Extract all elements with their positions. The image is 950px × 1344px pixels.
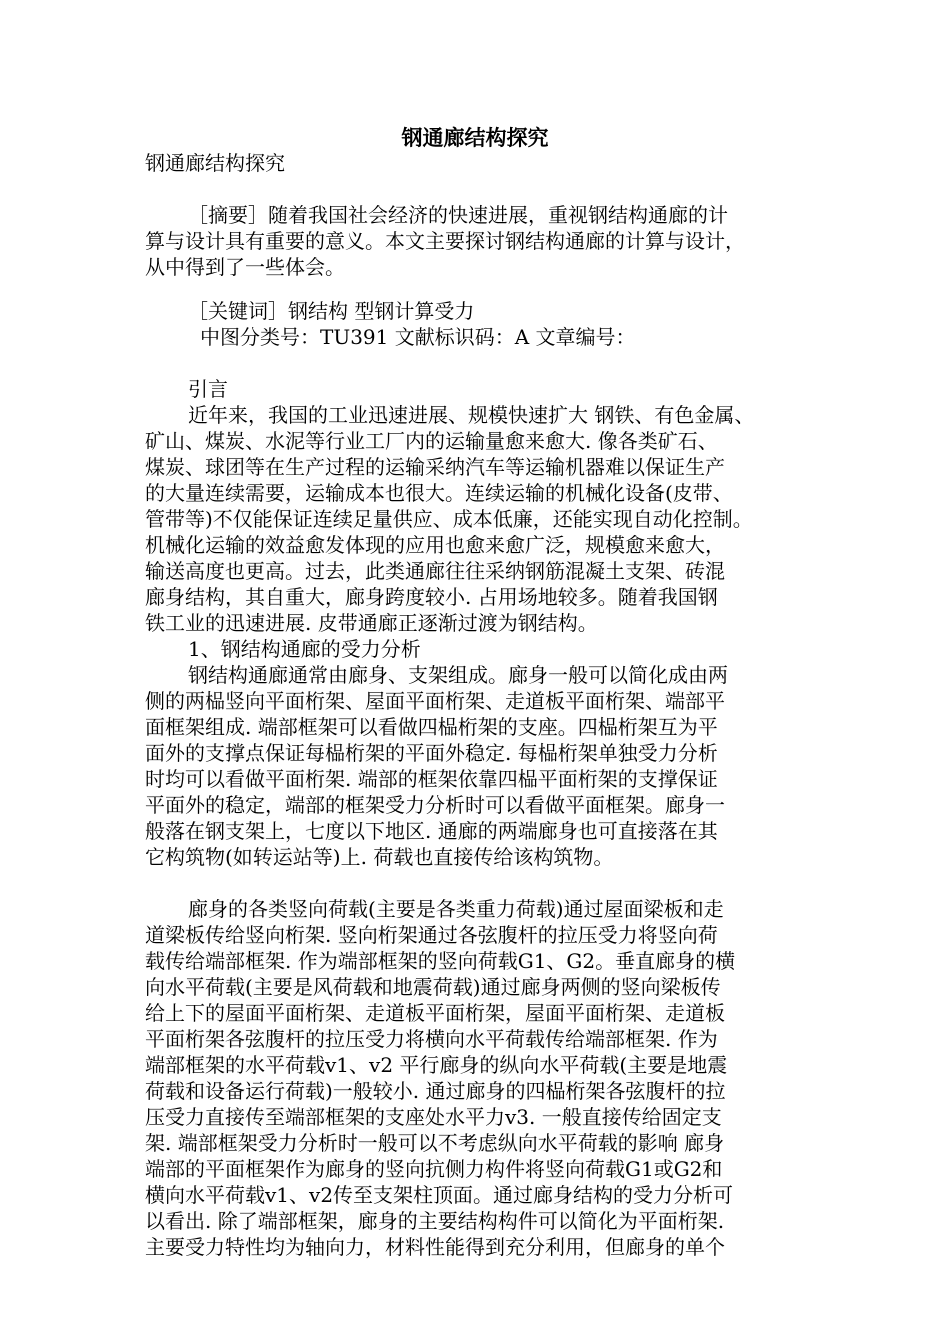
body-line: 端部框架的水平荷载v1、v2 平行廊身的纵向水平荷载(主要是地震 (145, 1053, 728, 1077)
abstract-line: 算与设计具有重要的意义。本文主要探讨钢结构通廊的计算与设计， (145, 229, 745, 253)
abstract-line: ［摘要］随着我国社会经济的快速进展，重视钢结构通廊的计 (188, 203, 728, 227)
body-line: 它构筑物(如转运站等)上. 荷载也直接传给该构筑物。 (145, 845, 614, 869)
body-line: 机械化运输的效益愈发体现的应用也愈来愈广泛，规模愈来愈大， (145, 533, 725, 557)
section-heading-1: 1、钢结构通廊的受力分析 (188, 637, 421, 661)
body-line: 平面桁架各弦腹杆的拉压受力将横向水平荷载传给端部框架. 作为 (145, 1027, 718, 1051)
abstract-line: 从中得到了一些体会。 (145, 255, 345, 279)
body-line: 管带等)不仅能保证连续足量供应、成本低廉，还能实现自动化控制。 (145, 507, 753, 531)
body-line: 时均可以看做平面桁架. 端部的框架依靠四榀平面桁架的支撑保证 (145, 767, 718, 791)
body-line: 道梁板传给竖向桁架. 竖向桁架通过各弦腹杆的拉压受力将竖向荷 (145, 923, 718, 947)
document-title: 钢通廊结构探究 (401, 125, 549, 150)
body-line: 面外的支撑点保证每榀桁架的平面外稳定. 每榀桁架单独受力分析 (145, 741, 718, 765)
body-line: 煤炭、球团等在生产过程的运输采纳汽车等运输机器难以保证生产 (145, 455, 725, 479)
body-line: 廊身结构，其自重大，廊身跨度较小. 占用场地较多。随着我国钢 (145, 585, 718, 609)
classification-line: 中图分类号：TU391 文献标识码：A 文章编号： (200, 325, 636, 349)
body-line: 铁工业的迅速进展. 皮带通廊正逐渐过渡为钢结构。 (145, 611, 598, 635)
body-line: 的大量连续需要，运输成本也很大。连续运输的机械化设备(皮带、 (145, 481, 733, 505)
body-line: 给上下的屋面平面桁架、走道板平面桁架，屋面平面桁架、走道板 (145, 1001, 725, 1025)
body-line: 载传给端部框架. 作为端部框架的竖向荷载G1、G2。垂直廊身的横 (145, 949, 736, 973)
body-line: 面框架组成. 端部框架可以看做四榀桁架的支座。四榀桁架互为平 (145, 715, 718, 739)
body-line: 侧的两榀竖向平面桁架、屋面平面桁架、走道板平面桁架、端部平 (145, 689, 725, 713)
body-line: 廊身的各类竖向荷载(主要是各类重力荷载)通过屋面梁板和走 (188, 897, 724, 921)
body-line: 压受力直接传至端部框架的支座处水平力v3. 一般直接传给固定支 (145, 1105, 722, 1129)
body-line: 主要受力特性均为轴向力，材料性能得到充分利用，但廊身的单个 (145, 1235, 725, 1259)
body-line: 横向水平荷载v1、v2传至支架柱顶面。通过廊身结构的受力分析可 (145, 1183, 734, 1207)
body-line: 架. 端部框架受力分析时一般可以不考虑纵向水平荷载的影响 廊身 (145, 1131, 725, 1155)
body-line: 以看出. 除了端部框架，廊身的主要结构构件可以简化为平面桁架. (145, 1209, 725, 1233)
keywords-line: ［关键词］钢结构 型钢计算受力 (188, 299, 475, 323)
section-heading-intro: 引言 (188, 377, 228, 401)
body-line: 钢结构通廊通常由廊身、支架组成。廊身一般可以简化成由两 (188, 663, 728, 687)
subtitle-line: 钢通廊结构探究 (145, 151, 285, 175)
body-line: 矿山、煤炭、水泥等行业工厂内的运输量愈来愈大. 像各类矿石、 (145, 429, 718, 453)
body-line: 般落在钢支架上，七度以下地区. 通廊的两端廊身也可直接落在其 (145, 819, 718, 843)
body-line: 平面外的稳定，端部的框架受力分析时可以看做平面框架。廊身一 (145, 793, 725, 817)
body-line: 荷载和设备运行荷载)一般较小. 通过廊身的四榀桁架各弦腹杆的拉 (145, 1079, 726, 1103)
body-line: 端部的平面框架作为廊身的竖向抗侧力构件将竖向荷载G1或G2和 (145, 1157, 723, 1181)
body-line: 向水平荷载(主要是风荷载和地震荷载)通过廊身两侧的竖向梁板传 (145, 975, 721, 999)
body-line: 近年来，我国的工业迅速进展、规模快速扩大 钢铁、有色金属、 (188, 403, 755, 427)
body-line: 输送高度也更高。过去，此类通廊往往采纳钢筋混凝土支架、砖混 (145, 559, 725, 583)
